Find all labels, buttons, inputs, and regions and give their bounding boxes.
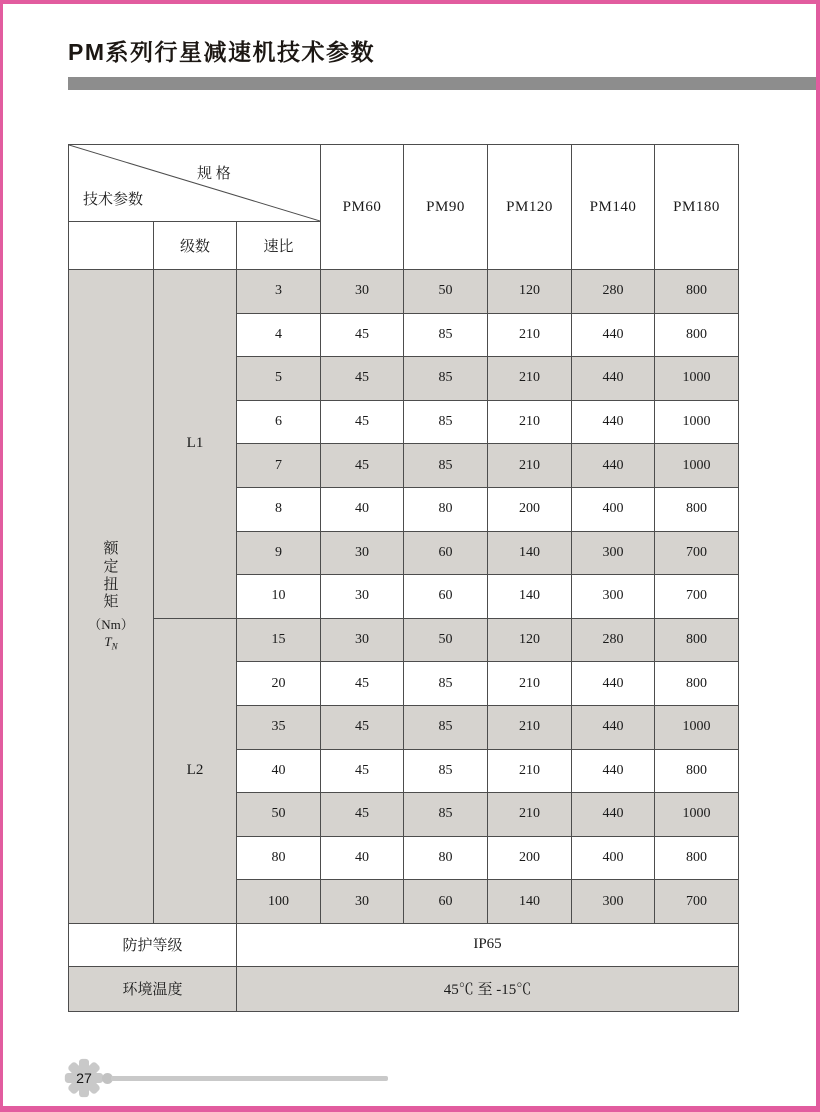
torque-label-cell [69,270,154,924]
ratio-cell: 9 [237,531,321,575]
value-cell: 1000 [655,400,739,444]
value-cell: 30 [321,270,404,314]
value-cell: 45 [321,400,404,444]
value-cell: 440 [572,400,655,444]
value-cell: 1000 [655,444,739,488]
corner-label-parameters: 技术参数 [83,192,144,208]
ratio-cell: 7 [237,444,321,488]
value-cell: 120 [488,270,572,314]
value-cell: 30 [321,575,404,619]
value-cell: 440 [572,357,655,401]
value-cell: 45 [321,749,404,793]
ratio-cell: 15 [237,618,321,662]
value-cell: 400 [572,487,655,531]
temperature-label: 环境温度 [69,966,237,1011]
ratio-cell: 40 [237,749,321,793]
value-cell: 440 [572,313,655,357]
ratio-cell: 4 [237,313,321,357]
value-cell: 30 [321,531,404,575]
value-cell: 210 [488,749,572,793]
value-cell: 45 [321,313,404,357]
value-cell: 210 [488,400,572,444]
value-cell: 200 [488,487,572,531]
value-cell: 45 [321,444,404,488]
torque-unit: （Nm） [88,617,134,633]
value-cell: 210 [488,662,572,706]
torque-symbol: $T_N$ [104,634,118,652]
value-cell: 140 [488,531,572,575]
page-number: 27 [76,1071,92,1087]
value-cell: 85 [404,313,488,357]
ratio-cell: 5 [237,357,321,401]
value-cell: 210 [488,313,572,357]
value-cell: 60 [404,531,488,575]
value-cell: 45 [321,705,404,749]
column-header-pm60: PM60 [321,145,404,270]
value-cell: 30 [321,880,404,924]
protection-row [69,923,739,966]
value-cell: 60 [404,880,488,924]
value-cell: 210 [488,357,572,401]
stage-header: 级数 [154,222,237,270]
ratio-cell: 8 [237,487,321,531]
value-cell: 800 [655,662,739,706]
value-cell: 440 [572,705,655,749]
value-cell: 1000 [655,705,739,749]
ratio-cell: 3 [237,270,321,314]
value-cell: 85 [404,357,488,401]
ratio-cell: 50 [237,793,321,837]
value-cell: 140 [488,880,572,924]
value-cell: 30 [321,618,404,662]
value-cell: 800 [655,749,739,793]
value-cell: 280 [572,618,655,662]
value-cell: 440 [572,444,655,488]
value-cell: 210 [488,444,572,488]
ratio-cell: 10 [237,575,321,619]
value-cell: 45 [321,662,404,706]
ratio-cell: 6 [237,400,321,444]
table-row [69,618,739,662]
ratio-cell: 80 [237,836,321,880]
gear-icon [64,1058,104,1098]
page-title: PM系列行星减速机技术参数 [68,39,375,65]
value-cell: 200 [488,836,572,880]
value-cell: 140 [488,575,572,619]
value-cell: 85 [404,705,488,749]
value-cell: 40 [321,487,404,531]
value-cell: 300 [572,880,655,924]
value-cell: 800 [655,313,739,357]
torque-label-text: 额定扭矩 [103,541,119,611]
value-cell: 300 [572,575,655,619]
stage-cell-l1: L1 [154,270,237,619]
value-cell: 80 [404,487,488,531]
value-cell: 50 [404,618,488,662]
value-cell: 700 [655,880,739,924]
spec-table [68,144,739,1012]
value-cell: 400 [572,836,655,880]
value-cell: 60 [404,575,488,619]
value-cell: 800 [655,270,739,314]
ratio-cell: 20 [237,662,321,706]
ratio-cell: 100 [237,880,321,924]
diagonal-corner-cell [69,145,321,222]
value-cell: 1000 [655,793,739,837]
value-cell: 800 [655,836,739,880]
protection-label: 防护等级 [69,923,237,966]
protection-value: IP65 [237,923,739,966]
table-row [69,270,739,314]
footer-rule [111,1076,388,1081]
column-header-pm140: PM140 [572,145,655,270]
temperature-value: 45℃ 至 -15℃ [237,966,739,1011]
header-row-1 [69,145,739,222]
corner-label-spec: 规 格 [197,166,231,182]
value-cell: 85 [404,793,488,837]
value-cell: 45 [321,357,404,401]
value-cell: 800 [655,487,739,531]
stage-cell-l2: L2 [154,618,237,923]
temperature-row [69,966,739,1011]
value-cell: 45 [321,793,404,837]
ratio-header: 速比 [237,222,321,270]
ratio-cell: 35 [237,705,321,749]
title-underline-bar [68,77,816,90]
value-cell: 85 [404,749,488,793]
empty-header-cell [69,222,154,270]
diagonal-line [69,145,320,221]
value-cell: 80 [404,836,488,880]
value-cell: 1000 [655,357,739,401]
value-cell: 50 [404,270,488,314]
value-cell: 85 [404,662,488,706]
value-cell: 280 [572,270,655,314]
column-header-pm90: PM90 [404,145,488,270]
value-cell: 800 [655,618,739,662]
value-cell: 40 [321,836,404,880]
value-cell: 85 [404,400,488,444]
value-cell: 700 [655,575,739,619]
value-cell: 440 [572,793,655,837]
value-cell: 440 [572,749,655,793]
column-header-pm180: PM180 [655,145,739,270]
value-cell: 210 [488,793,572,837]
value-cell: 440 [572,662,655,706]
value-cell: 85 [404,444,488,488]
value-cell: 210 [488,705,572,749]
value-cell: 700 [655,531,739,575]
value-cell: 300 [572,531,655,575]
value-cell: 120 [488,618,572,662]
column-header-pm120: PM120 [488,145,572,270]
